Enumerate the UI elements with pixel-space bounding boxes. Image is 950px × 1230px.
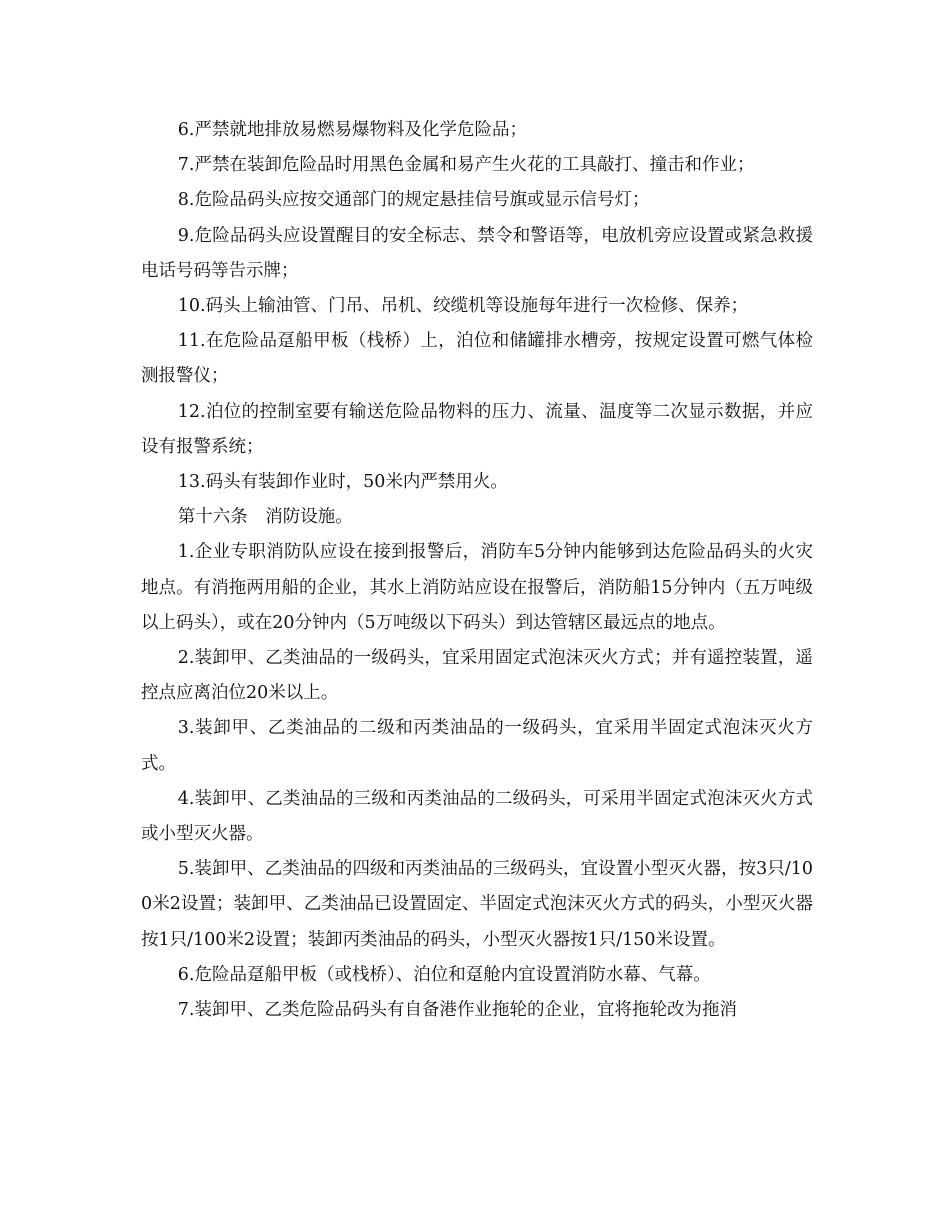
paragraph-fire-item-5: 5.装卸甲、乙类油品的四级和丙类油品的三级码头，宜设置小型灭火器，按3只/100米2设置；装卸甲、乙类油品已设置固定、半固定式泡沫灭火方式的码头，小型灭火器按1只/100米2设置；装卸丙类油品的码头，小型灭火器按1只/150米设置。 xyxy=(141,859,813,950)
paragraph-item-10-maintenance: 10.码头上输油管、门吊、吊机、绞缆机等设施每年进行一次检修、保养； xyxy=(177,296,749,317)
paragraph-item-7-tools: 7.严禁在装卸危险品时用黑色金属和易产生火花的工具敲打、撞击和作业； xyxy=(177,155,755,176)
paragraph-fire-item-1: 1.企业专职消防队应设在接到报警后，消防车5分钟内能够到达危险品码头的火灾地点。有消拖两用船的企业，其水上消防站应设在报警后，消防船15分钟内（五万吨级以上码头），或在20分钟内（5万吨级以下码头）到达管辖区最远点的地点。 xyxy=(141,542,813,633)
paragraph-fire-item-2: 2.装卸甲、乙类油品的一级码头，宜采用固定式泡沫灭火方式；并有遥控装置，遥控点应离泊位20米以上。 xyxy=(141,648,813,704)
paragraph-item-8-signals: 8.危险品码头应按交通部门的规定悬挂信号旗或显示信号灯； xyxy=(177,190,650,211)
paragraph-item-11-gas-detector: 11.在危险品趸船甲板（栈桥）上，泊位和储罐排水槽旁，按规定设置可燃气体检测报警仪； xyxy=(141,331,813,387)
document-body xyxy=(141,113,813,1028)
paragraph-fire-item-7: 7.装卸甲、乙类危险品码头有自备港作业拖轮的企业，宜将拖轮改为拖消 xyxy=(177,1000,737,1021)
paragraph-fire-item-6: 6.危险品趸船甲板（或栈桥）、泊位和趸舱内宜设置消防水幕、气幕。 xyxy=(177,964,711,985)
article-16-heading: 第十六条 消防设施。 xyxy=(177,507,353,528)
paragraph-item-12-control-room: 12.泊位的控制室要有输送危险品物料的压力、流量、温度等二次显示数据，并应设有报警系统； xyxy=(141,401,813,457)
paragraph-item-9-signs: 9.危险品码头应设置醒目的安全标志、禁令和警语等，电放机旁应设置或紧急救援电话号码等告示牌； xyxy=(141,225,813,281)
paragraph-fire-item-4: 4.装卸甲、乙类油品的三级和丙类油品的二级码头，可采用半固定式泡沫灭火方式或小型灭火器。 xyxy=(141,788,813,845)
paragraph-item-13-no-fire: 13.码头有装卸作业时，50米内严禁用火。 xyxy=(177,472,508,493)
paragraph-item-6-discharge: 6.严禁就地排放易燃易爆物料及化学危险品； xyxy=(177,120,527,140)
paragraph-fire-item-3: 3.装卸甲、乙类油品的二级和丙类油品的一级码头，宜采用半固定式泡沫灭火方式。 xyxy=(141,718,813,774)
